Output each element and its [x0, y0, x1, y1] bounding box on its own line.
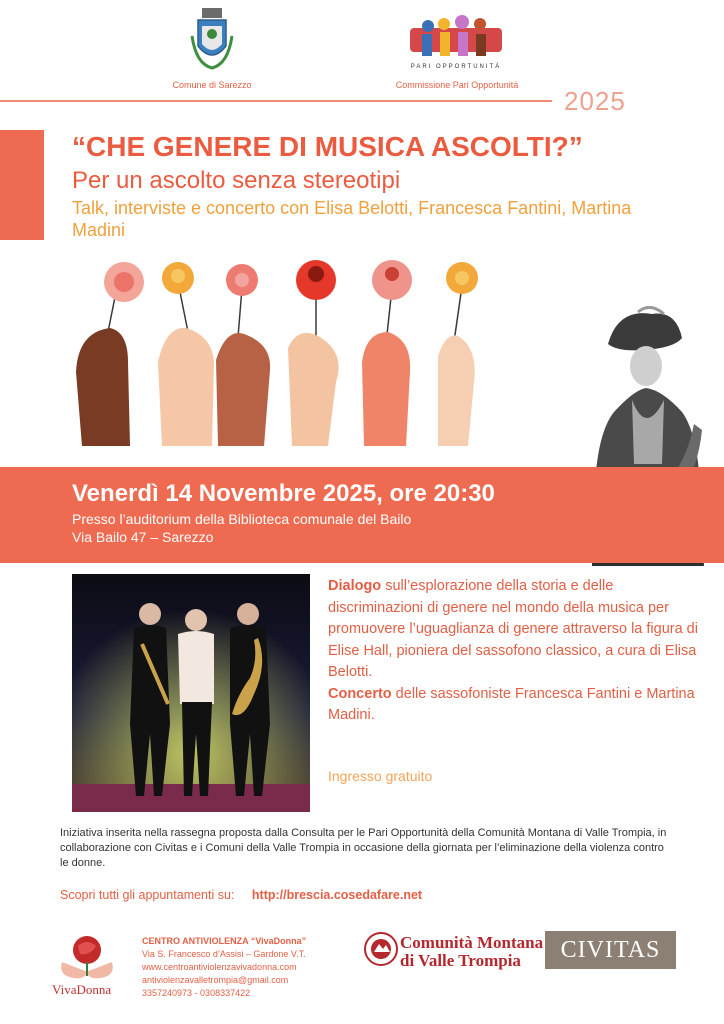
comunita-montana-emblem [364, 932, 398, 966]
flower-5-icon [372, 260, 412, 300]
discover-line [60, 888, 422, 902]
cav-address: Via S. Francesco d’Assisi – Gardone V.T. [142, 949, 306, 959]
discover-label: Scopri tutti gli appuntamenti su: [60, 888, 235, 902]
header-divider [0, 100, 552, 102]
vivadonna-rose-logo [54, 932, 120, 982]
dialogo-text: sull’esplorazione della storia e delle discriminazioni di genere nel mondo della musica per promuovere l’uguaglianza di genere attraverso la figura di Elise Hall, pioniera del sassofono classico, a cura di Elisa Belotti. [328, 578, 698, 680]
year-label: 2025 [564, 86, 626, 116]
venue-line-2: Via Bailo 47 – Sarezzo [72, 529, 214, 545]
comunita-montana-line2: di Valle Trompia [400, 951, 521, 970]
discover-link[interactable]: http://brescia.cosedafare.net [251, 888, 423, 902]
pari-opportunita-logo-text: PARI OPPORTUNITÀ [410, 64, 502, 70]
venue-line-1: Presso l’auditorium della Biblioteca comunale del Bailo [72, 511, 412, 527]
initiative-note: Iniziativa inserita nella rassegna proposta dalla Consulta per le Pari Opportunità della Comunità Montana di Valle Trompia, in collaborazione con Civitas e i Comuni della Valle Trompia in occasione della giornata per l’eliminazione della violenza contro le donne. [60, 827, 667, 869]
concerto-text: delle sassofoniste Francesca Fantini e Martina Madini. [328, 685, 695, 723]
concerto-label: Concerto [328, 685, 392, 702]
commissione-caption: Commissione Pari Opportunità [395, 80, 519, 90]
civitas-logo: CIVITAS [545, 931, 676, 969]
musicians-photo [72, 574, 310, 812]
flower-3-icon [226, 264, 258, 296]
event-description [328, 576, 698, 727]
event-title: “CHE GENERE DI MUSICA ASCOLTI?” [72, 131, 583, 162]
dialogo-label: Dialogo [328, 578, 382, 594]
comunita-montana-line1: Comunità Montana [400, 933, 544, 952]
vivadonna-logo-text: VivaDonna [52, 982, 112, 997]
ingresso-gratuito: Ingresso gratuito [328, 768, 433, 784]
flower-4-icon [296, 260, 336, 300]
event-subtitle: Per un ascolto senza stereotipi [72, 167, 401, 194]
hands-with-flowers-illustration [66, 252, 496, 446]
event-venue [72, 510, 411, 546]
cav-website[interactable]: www.centroantiviolenzavivadonna.com [142, 962, 297, 972]
comune-caption: Comune di Sarezzo [172, 80, 252, 90]
accent-bar [0, 130, 44, 240]
comune-logo [188, 6, 236, 76]
flower-6-icon [446, 262, 478, 294]
event-date: Venerdì 14 Novembre 2025, ore 20:30 [72, 480, 495, 507]
cav-phone: 3357240973 - 0308337422 [142, 988, 251, 998]
cav-email[interactable]: antiviolenzavalletrompia@gmail.com [142, 975, 289, 985]
flower-2-icon [162, 262, 194, 294]
cav-title: CENTRO ANTIVIOLENZA “VivaDonna” [142, 936, 307, 946]
event-talk-line: Talk, interviste e concerto con Elisa Belotti, Francesca Fantini, Martina Madini [72, 198, 632, 240]
flower-1-icon [104, 262, 144, 302]
